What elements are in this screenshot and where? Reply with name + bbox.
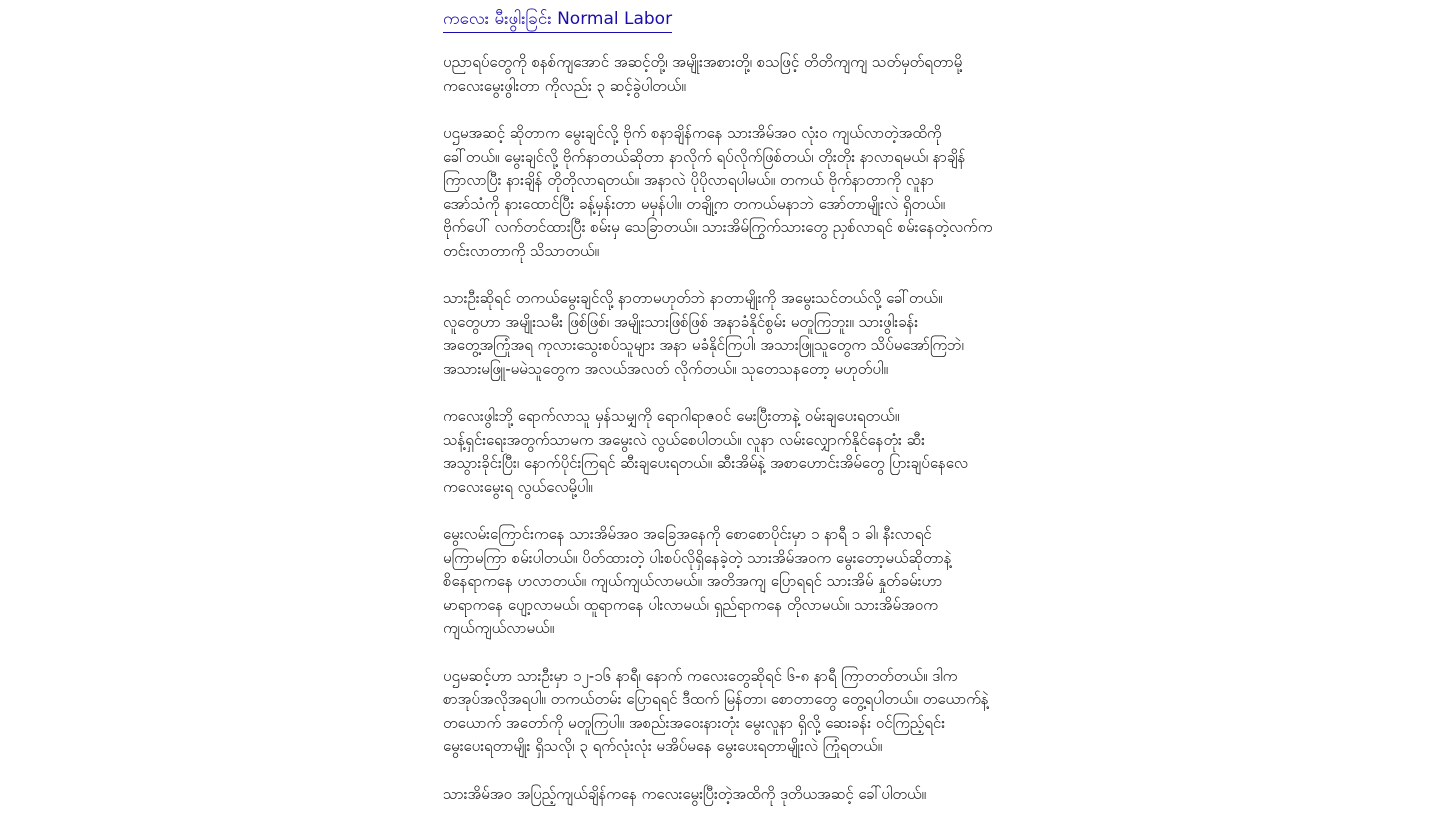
- paragraph: [443, 783, 1033, 807]
- paragraph: [443, 287, 1033, 381]
- paragraph-line: သန့်ရှင်းရေးအတွက်သာမက အမွေးလဲ လွယ်စေပါတယ်။ လူနာ လမ်းလျှောက်နိုင်နေတုံး ဆီး: [443, 430, 925, 449]
- paragraph-line: ခေါ်တယ်။ မွေးချင်လို့ ဗိုက်နာတယ်ဆိုတာ နာလိုက် ရပ်လိုက်ဖြစ်တယ်၊ တိုးတိုး နာလာရမယ်၊ နာချိန်: [443, 147, 966, 166]
- paragraph-line: ကလေးမွေးဖွါးတာ ကိုလည်း ၃ ဆင့်ခွဲပါတယ်။: [443, 76, 686, 95]
- paragraph-line: စာအုပ်အလိုအရပါ။ တကယ်တမ်း ပြောရရင် ဒီထက် မြန်တာ၊ စောတာတွေ တွေ့ရပါတယ်။ တယောက်နဲ့: [443, 690, 989, 708]
- paragraph-line: အော်သံကို နားထောင်ပြီး ခန့်မှန်းတာ မမှန်ပါ။ တချို့က တကယ်မနာဘဲ အော်တာမျိုးလဲ ရှိတယ်။: [443, 194, 946, 213]
- paragraph-line: မွေးလမ်းကြောင်းကနေ သားအိမ်အဝ အခြေအနေကို စောစောပိုင်းမှာ ၁ နာရီ ၁ ခါ၊ နီးလာရင်: [443, 525, 932, 543]
- paragraph-line: ပညာရပ်တွေကို စနစ်ကျအောင် အဆင့်တို့၊ အမျိုးအစားတို့၊ စသဖြင့် တိတိကျကျ သတ်မှတ်ရတာမို့: [443, 53, 963, 71]
- paragraph-line: သားအိမ်အဝ အပြည့်ကျယ်ချိန်ကနေ ကလေးမွေးပြီးတဲ့အထိကို ဒုတိယအဆင့် ခေါ်ပါတယ်။: [443, 784, 927, 803]
- paragraph-line: ကြာလာပြီး နားချိန် တိုတိုလာရတယ်။ အနာလဲ ပိုပိုလာရပါမယ်။ တကယ် ဗိုက်နာတာကို လူနာ: [443, 171, 934, 189]
- paragraph-line: ကလေးမွေးရ လွယ်လေမို့ပါ။: [443, 477, 593, 496]
- paragraph-line: သားဦးဆိုရင် တကယ်မွေးချင်လို့ နာတာမဟုတ်ဘဲ နာတာမျိုးကို အမွေးသင်တယ်လို့ ခေါ်တယ်။: [443, 289, 943, 307]
- paragraph-line: လူတွေဟာ အမျိုးသမီး ဖြစ်ဖြစ်၊ အမျိုးသားဖြစ်ဖြစ် အနာခံနိုင်စွမ်း မတူကြဘူး။ သားဖွါးခန်း: [443, 312, 919, 331]
- paragraph-line: မာရာကနေ ပျော့လာမယ်၊ ထူရာကနေ ပါးလာမယ်၊ ရှည်ရာကနေ တိုလာမယ်။ သားအိမ်အဝက: [443, 595, 938, 614]
- paragraph-line: ပဌမဆင့်ဟာ သားဦးမှာ ၁၂-၁၆ နာရီ၊ နောက် ကလေးတွေဆိုရင် ၆-၈ နာရီ ကြာတတ်တယ်။ ဒါက: [443, 666, 958, 685]
- paragraph-line: ဗိုက်ပေါ် လက်တင်ထားပြီး စမ်းမှ သေခြာတယ်။ သားအိမ်ကြွက်သားတွေ ညှစ်လာရင် စမ်းနေတဲ့လက်က: [443, 218, 993, 236]
- paragraph-line: တယောက် အတော်ကို မတူကြပါ။ အစည်းအဝေးနားတုံး မွေးလူနာ ရှိလို့ ဆေးခန်း ဝင်ကြည့်ရင်း: [443, 713, 946, 732]
- paragraph-line: ကျယ်ကျယ်လာမယ်။: [443, 619, 555, 637]
- paragraph: [443, 523, 1033, 641]
- paragraph-line: ပဌမအဆင့် ဆိုတာက မွေးချင်လို့ ဗိုက် စနာချိန်ကနေ သားအိမ်အဝ လုံးဝ ကျယ်လာတဲ့အထိကို: [443, 124, 942, 142]
- article-body: [443, 51, 1033, 806]
- paragraph: [443, 51, 1033, 98]
- paragraph: [443, 665, 1033, 759]
- paragraph: [443, 122, 1033, 263]
- paragraph-line: အသားမဖြူ-မမဲသူတွေက အလယ်အလတ် လိုက်တယ်။ သုတေသနတော့ မဟုတ်ပါ။: [443, 359, 889, 378]
- paragraph-line: စိနေရာကနေ ဟလာတယ်။ ကျယ်ကျယ်လာမယ်။ အတိအကျ ပြောရရင် သားအိမ် နှုတ်ခမ်းဟာ: [443, 572, 943, 590]
- paragraph-line: မွေးပေးရတာမျိုး ရှိသလို၊ ၃ ရက်လုံးလုံး မအိပ်မနေ မွေးပေးရတာမျိုးလဲ ကြုံရတယ်။: [443, 737, 883, 755]
- paragraph-line: ကလေးဖွါးဘို့ ရောက်လာသူ မှန်သမျှကို ရောဂါရာဇဝင် မေးပြီးတာနဲ့ ဝမ်းချပေးရတယ်။: [443, 407, 900, 425]
- paragraph-line: အတွေ့အကြုံအရ ကုလားသွေးစပ်သူများ အနာ မခံနိုင်ကြပါ၊ အသားဖြူသူတွေက သိပ်မအော်ကြဘဲ၊: [443, 336, 964, 354]
- article: [443, 6, 1033, 830]
- paragraph: [443, 405, 1033, 499]
- paragraph-line: တင်းလာတာကို သိသာတယ်။: [443, 241, 600, 260]
- paragraph-line: မကြာမကြာ စမ်းပါတယ်။ ပိတ်ထားတဲ့ ပါးစပ်လိုရှိနေခဲ့တဲ့ သားအိမ်အဝက မွေးတော့မယ်ဆိုတာနဲ့: [443, 548, 952, 567]
- paragraph-line: အသွားခိုင်းပြီး၊ နောက်ပိုင်းကြရင် ဆီးချပေးရတယ်။ ဆီးအိမ်နဲ့ အစာဟောင်းအိမ်တွေ ပြားချပ်နေလေ: [443, 454, 968, 472]
- article-title-link[interactable]: ကလေး မီးဖွါးခြင်း Normal Labor: [443, 6, 672, 33]
